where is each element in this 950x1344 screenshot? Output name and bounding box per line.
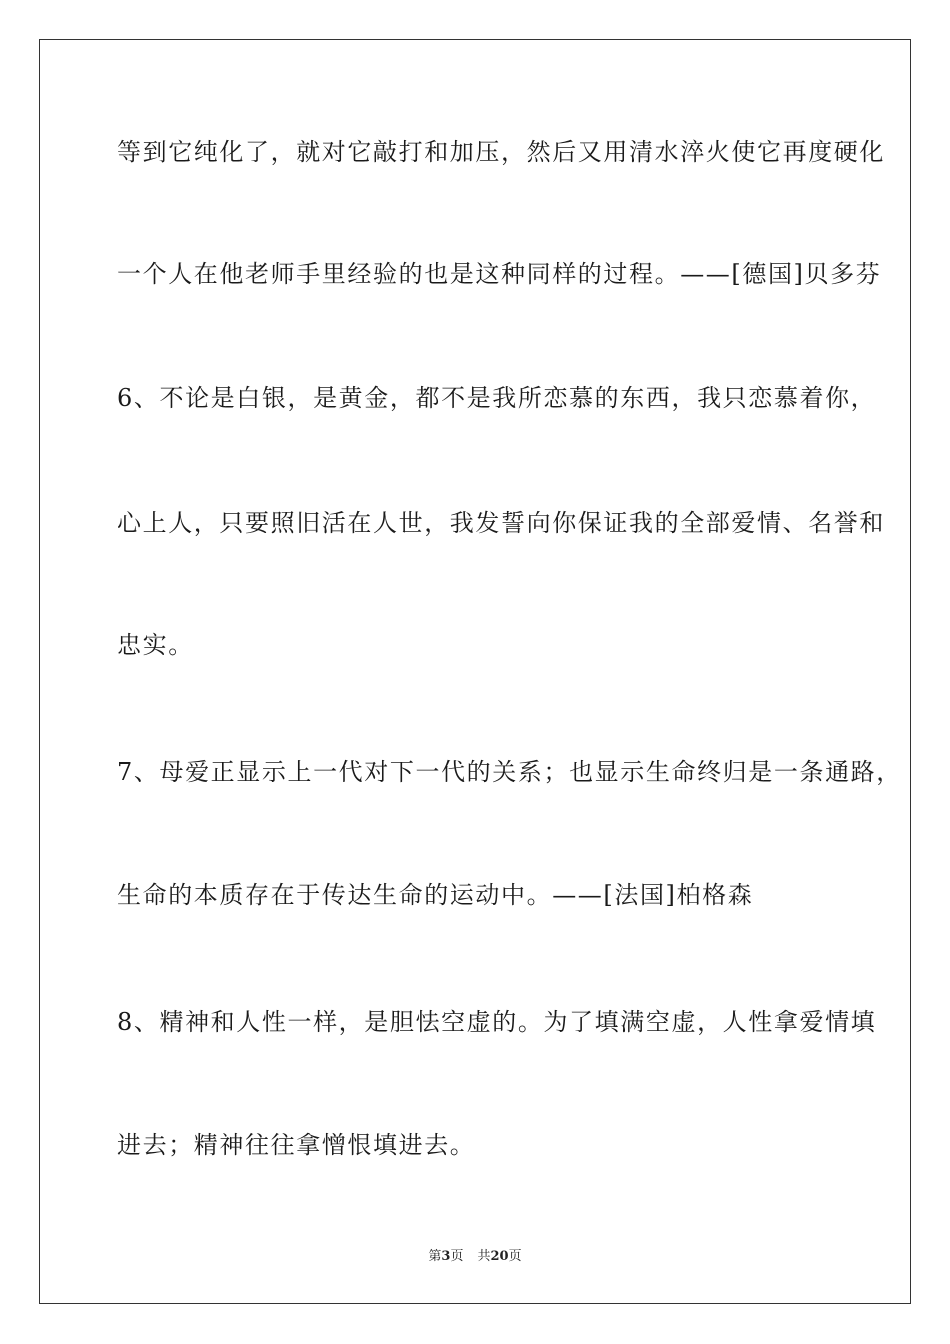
text-line: 一个人在他老师手里经验的也是这种同样的过程。——[德国]贝多芬 (117, 260, 882, 288)
text-line: 心上人，只要照旧活在人世，我发誓向你保证我的全部爱情、名誉和 (117, 509, 885, 537)
text-line: 8、精神和人性一样，是胆怯空虚的。为了填满空虚，人性拿爱情填 (117, 1008, 877, 1036)
text-line: 进去；精神往往拿憎恨填进去。 (117, 1131, 476, 1159)
page-footer (0, 1248, 950, 1266)
text-line: 等到它纯化了，就对它敲打和加压，然后又用清水淬火使它再度硬化 (117, 138, 885, 166)
page-number: 3 (441, 1249, 451, 1264)
page-prefix: 第 (428, 1249, 442, 1264)
page-suffix: 页 (450, 1249, 464, 1264)
text-line: 6、不论是白银，是黄金，都不是我所恋慕的东西，我只恋慕着你， (117, 384, 877, 412)
page-border (39, 39, 911, 1304)
text-line: 7、母爱正显示上一代对下一代的关系；也显示生命终归是一条通路， (117, 758, 902, 786)
text-line: 忠实。 (117, 631, 194, 659)
text-line: 生命的本质存在于传达生命的运动中。——[法国]柏格森 (117, 881, 754, 909)
total-prefix: 共 (477, 1249, 491, 1264)
total-suffix: 页 (508, 1249, 522, 1264)
total-pages: 20 (490, 1249, 509, 1264)
